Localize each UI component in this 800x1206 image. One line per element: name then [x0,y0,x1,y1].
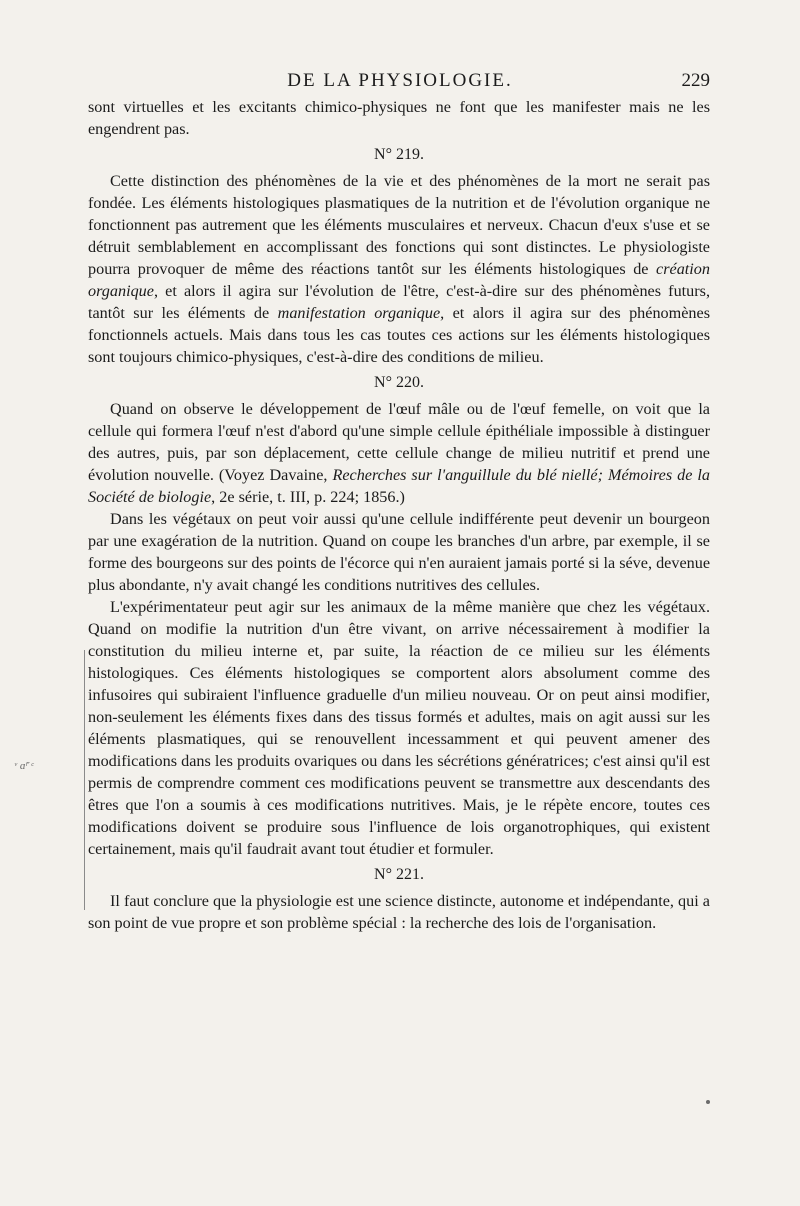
section-heading-220: N° 220. [374,374,424,391]
page-header [90,70,710,94]
section-heading-219: N° 219. [374,146,424,163]
paragraph-220-3: L'expérimentateur peut agir sur les animaux de la même manière que chez les végétaux. Quand on modifie la nutrition d'un être vivant, on arrive nécessairement à modifier la constitution du milieu interne et, par suite, la réaction de ce milieu sur les éléments histologiques. Ces éléments histologiques se comportent alors absolument comme des infusoires qui subiraient l'influence graduelle d'un milieu nouveau. Or on peut ainsi modifier, non-seulement les éléments fixes dans des tissus formés et adultes, mais on agit aussi sur les éléments plasmatiques, qui se renouvellent incessamment et qui peuvent amener des modifications dans les produits ovariques ou dans les sécrétions génératrices; c'est ainsi qu'il est permis de comprendre comment ces modifications peuvent se transmettre aux descendants des êtres que l'on a soumis à ces modifications nutritives. Mais, je le répète encore, toutes ces modifications doivent se produire sous l'influence de lois organotrophiques, qui existent certainement, mais qu'il faudrait avant tout étudier et formuler. [88,598,710,858]
ink-spot [706,1100,710,1104]
margin-bracket-mark [84,650,88,910]
section-heading-221: N° 221. [374,866,424,883]
paragraph-219-1: Cette distinction des phénomènes de la vie et des phénomènes de la mort ne serait pas fondée. Les éléments histologiques plasmatiques de la nutrition et de l'évolution organique ne fonctionnent pas autrement que les éléments musculaires et nerveux. Chacun d'eux s'use et se détruit semblablement en accomplissant des fonctions qui sont distinctes. Le physiologiste pourra provoquer de même des réactions tantôt sur les éléments histologiques de création organique, et alors il agira sur l'évolution de l'être, c'est-à-dire sur des phénomènes futurs, tantôt sur les éléments de manifestation organique, et alors il agira sur des phénomènes fonctionnels actuels. Mais dans tous les cas toutes ces actions sur les éléments histologiques sont toujours chimico-physiques, c'est-à-dire des conditions de milieu. [88,172,710,366]
paragraph-220-2: Dans les végétaux on peut voir aussi qu'une cellule indifférente peut devenir un bourgeon par une exagération de la nutrition. Quand on coupe les branches d'un arbre, par exemple, il se forme des bourgeons sur des points de l'écorce qui n'en auraient jamais porté si la séve, devenue plus abondante, n'y avait changé les conditions nutritives des cellules. [88,510,710,594]
running-head: DE LA PHYSIOLOGIE. [287,70,513,91]
page-body [88,96,710,934]
paragraph-220-1: Quand on observe le développement de l'œuf mâle ou de l'œuf femelle, on voit que la cellule qui formera l'œuf n'est d'abord qu'une simple cellule épithéliale impossible à distinguer des autres, puis, par son déplacement, cette cellule change de milieu nutritif et prend une évolution nouvelle. (Voyez Davaine, Recherches sur l'anguillule du blé niellé; Mémoires de la Société de biologie, 2e série, t. III, p. 224; 1856.) [88,400,710,506]
paragraph-221-1: Il faut conclure que la physiologie est une science distincte, autonome et indépendante, qui a son point de vue propre et son problème spécial : la recherche des lois de l'organisation. [88,892,710,932]
margin-handwritten-note: ᵛ ɑ̃ʳ ᶜ [14,760,34,772]
page-number: 229 [681,70,710,91]
intro-paragraph: sont virtuelles et les excitants chimico-physiques ne font que les manifester mais ne les engendrent pas. [88,98,710,138]
